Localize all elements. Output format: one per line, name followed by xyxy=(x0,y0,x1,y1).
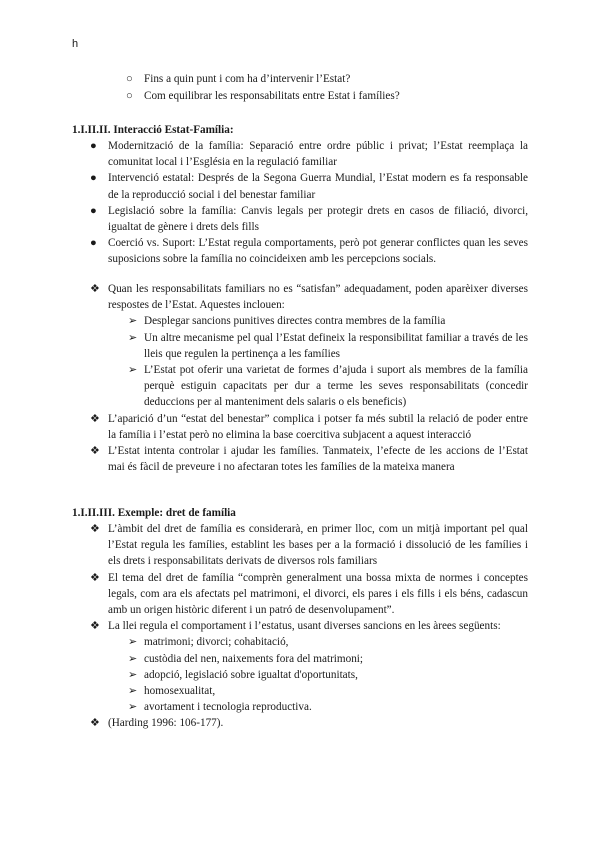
sub-list-item: ➢ avortament i tecnologia reproductiva. xyxy=(128,699,528,715)
sub-list-item: ➢ Un altre mecanisme pel qual l’Estat defineix la responsibilitat familiar a través de les lleis que regulen la pertinença a les famílies xyxy=(128,331,528,360)
list-item: ● Coerció vs. Suport: L’Estat regula comportaments, però pot generar conflictes quan les seves suposicions sobre la família no coincideixen amb les percepcions socials. xyxy=(90,237,528,266)
section-heading: 1.I.II.II. Interacció Estat-Família: xyxy=(72,124,234,136)
diamond-bullet-icon: ❖ xyxy=(90,445,101,458)
list-item: ❖ L’aparició d’un “estat del benestar” complica i potser fa més subtil la relació de poder entre la família i l’estat però no elimina la base coercitiva subjacent a aquest interacció xyxy=(90,412,528,441)
dot-bullet-icon: ● xyxy=(90,172,97,185)
diamond-bullet-icon: ❖ xyxy=(90,717,101,730)
sub-list-item: ➢ custòdia del nen, naixements fora del matrimoni; xyxy=(128,651,528,667)
header-mark: h xyxy=(72,38,79,50)
diamond-point-list xyxy=(90,521,528,732)
list-item: ○ Com equilibrar les responsabilitats entre Estat i famílies? xyxy=(126,88,526,105)
list-item: ○ Fins a quin punt i com ha d’intervenir l’Estat? xyxy=(126,71,526,88)
arrow-bullet-icon: ➢ xyxy=(128,636,138,649)
list-item: ● Intervenció estatal: Després de la Segona Guerra Mundial, l’Estat modern es fa responsable de la reproducció social i del benestar familiar xyxy=(90,172,528,201)
dot-bullet-icon: ● xyxy=(90,237,97,250)
list-item: ❖ (Harding 1996: 106-177). xyxy=(90,715,528,731)
list-item: ❖ El tema del dret de família “comprèn generalment una bossa mixta de normes i conceptes legals, com ara els afectats pel matrimoni, el divorci, els pares i els fills i els béns, cadascun amb un origen històric diferent i un patró de desenvolupament”. xyxy=(90,571,528,617)
circle-bullet-icon: ○ xyxy=(126,90,133,102)
arrow-bullet-icon: ➢ xyxy=(128,685,138,698)
arrow-bullet-icon: ➢ xyxy=(128,331,138,344)
dot-bullet-icon: ● xyxy=(90,140,97,152)
list-item: ❖ Quan les responsabilitats familiars no es “satisfan” adequadament, poden aparèixer diverses respostes de l’Estat. Aquestes inclouen: ➢ Desplegar sancions punitives directes contra membres de la família ➢ Un altre mecanisme pel qual l’Estat defineix la responsibilitat familiar a través de les lleis que regulen la pertinença a les famílies ➢ L’Estat pot oferir una varietat de formes d’ajuda i suport als membres de la família perquè estiguin capacitats per dur a terme les seves responsabilitats (concedir deduccions per al manteniment dels salaris o els beneficis) xyxy=(90,281,528,411)
intro-questions xyxy=(126,71,526,105)
section-heading: 1.I.II.III. Exemple: dret de família xyxy=(72,507,236,519)
diamond-bullet-icon: ❖ xyxy=(90,571,101,584)
dot-bullet-icon: ● xyxy=(90,204,97,217)
arrow-bullet-icon: ➢ xyxy=(128,668,138,681)
arrow-bullet-icon: ➢ xyxy=(128,364,138,377)
arrow-sub-list xyxy=(128,634,528,715)
list-item: ● Modernització de la família: Separació entre ordre públic i privat; l’Estat reemplaça la comunitat local i l’Església en la regulació familiar xyxy=(90,140,528,169)
sub-list-item: ➢ homosexualitat, xyxy=(128,683,528,699)
sub-list-item: ➢ L’Estat pot oferir una varietat de formes d’ajuda i suport als membres de la família perquè estiguin capacitats per dur a terme les seves responsabilitats (concedir deduccions per al manteniment dels salaris o els beneficis) xyxy=(128,364,528,409)
list-item: ❖ L’Estat intenta controlar i ajudar les famílies. Tanmateix, l’efecte de les accions de l’Estat mai és fàcil de preveure i no afectaran totes les famílies de la mateixa manera xyxy=(90,445,528,474)
sub-list-item: ➢ Desplegar sancions punitives directes contra membres de la família xyxy=(128,313,528,329)
arrow-bullet-icon: ➢ xyxy=(128,652,138,665)
arrow-sub-list xyxy=(128,313,528,410)
diamond-bullet-icon: ❖ xyxy=(90,283,101,295)
circle-bullet-icon: ○ xyxy=(126,73,133,85)
diamond-point-list xyxy=(90,281,528,475)
sub-list-item: ➢ matrimoni; divorci; cohabitació, xyxy=(128,634,528,650)
diamond-bullet-icon: ❖ xyxy=(90,523,101,535)
dot-bullet-list xyxy=(90,138,528,268)
list-item: ● Legislació sobre la família: Canvis legals per protegir drets en casos de filiació, divorci, igualtat de gènere i drets dels fills xyxy=(90,204,528,234)
diamond-bullet-icon: ❖ xyxy=(90,620,101,633)
arrow-bullet-icon: ➢ xyxy=(128,701,138,714)
diamond-bullet-icon: ❖ xyxy=(90,412,101,425)
list-item: ❖ La llei regula el comportament i l’estatus, usant diverses sancions en les àrees següents: ➢ matrimoni; divorci; cohabitació, ➢ custòdia del nen, naixements fora del matrimoni; ➢ adopció, legislació sobre igualtat d'oportunitats, ➢ homosexualitat, ➢ avortament i tecnologia reproductiva. xyxy=(90,618,528,715)
list-item: ❖ L’àmbit del dret de família es considerarà, en primer lloc, com un mitjà important pel qual l’Estat regula les famílies, establint les bases per a la formació i dissolució de les famílies i els drets i responsabilitats derivats de diversos rols familiars xyxy=(90,523,528,568)
sub-list-item: ➢ adopció, legislació sobre igualtat d'oportunitats, xyxy=(128,667,528,683)
arrow-bullet-icon: ➢ xyxy=(128,315,138,328)
